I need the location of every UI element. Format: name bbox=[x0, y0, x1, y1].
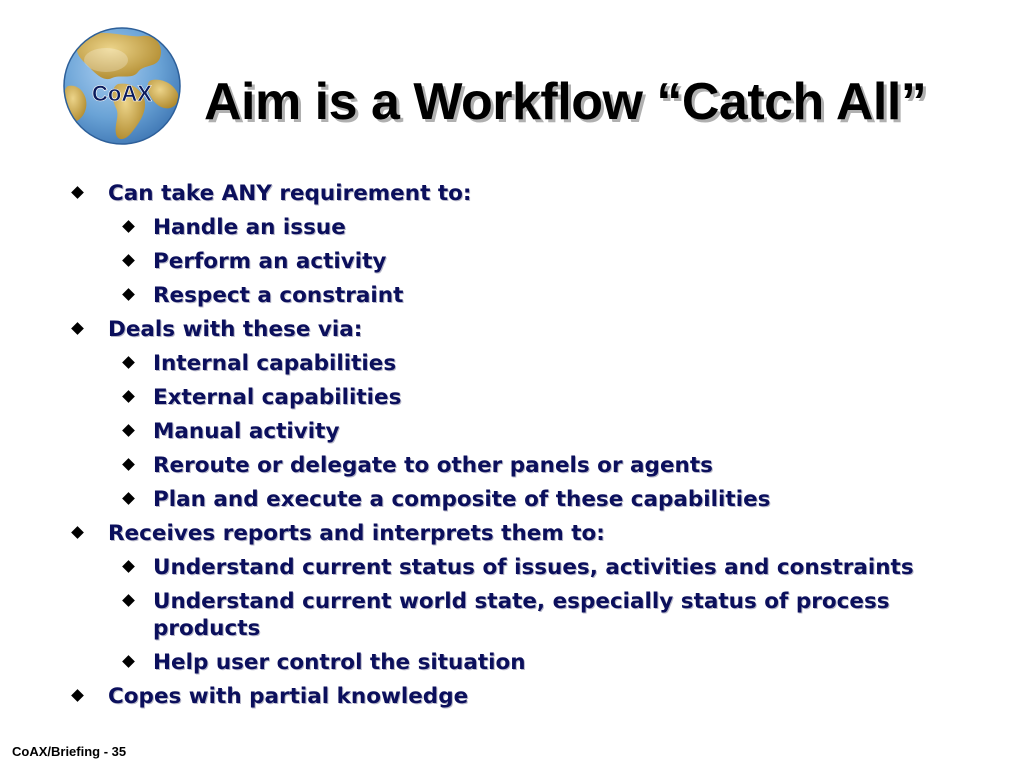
sub-bullet-item bbox=[0, 346, 953, 380]
bullet-item bbox=[0, 176, 1024, 210]
bullet-text: Manual activity bbox=[153, 419, 340, 444]
bullet-text: Understand current status of issues, activities and constraints bbox=[153, 555, 914, 580]
coax-logo bbox=[60, 24, 184, 148]
diamond-bullet-icon bbox=[122, 458, 135, 471]
slide-footer: CoAX/Briefing - 35 bbox=[12, 744, 127, 759]
sub-bullet-item bbox=[0, 210, 953, 244]
bullet-text: Plan and execute a composite of these capabilities bbox=[153, 487, 771, 512]
bullet-text: Copes with partial knowledge bbox=[108, 684, 469, 709]
diamond-bullet-icon bbox=[122, 594, 135, 607]
diamond-bullet-icon bbox=[122, 390, 135, 403]
diamond-bullet-icon bbox=[122, 254, 135, 267]
bullet-item bbox=[0, 312, 1024, 346]
bullet-item bbox=[0, 679, 1024, 713]
logo-text: CoAX bbox=[92, 81, 152, 106]
bullet-text: Handle an issue bbox=[153, 215, 346, 240]
sub-bullet-item bbox=[0, 448, 953, 482]
diamond-bullet-icon bbox=[71, 186, 84, 199]
bullet-text: External capabilities bbox=[153, 385, 402, 410]
sub-bullet-item bbox=[0, 645, 953, 679]
bullet-text: Help user control the situation bbox=[153, 650, 526, 675]
diamond-bullet-icon bbox=[122, 424, 135, 437]
sub-bullet-item bbox=[0, 482, 953, 516]
sub-bullet-item bbox=[0, 584, 953, 645]
bullet-text: Can take ANY requirement to: bbox=[108, 181, 472, 206]
bullet-text: Respect a constraint bbox=[153, 283, 404, 308]
bullet-text: Perform an activity bbox=[153, 249, 387, 274]
diamond-bullet-icon bbox=[122, 288, 135, 301]
bullet-text: Internal capabilities bbox=[153, 351, 397, 376]
diamond-bullet-icon bbox=[122, 492, 135, 505]
bullet-item bbox=[0, 516, 1024, 550]
slide-title: Aim is a Workflow “Catch All” bbox=[204, 73, 927, 131]
bullet-list bbox=[0, 176, 1024, 713]
diamond-bullet-icon bbox=[71, 526, 84, 539]
sub-bullet-item bbox=[0, 414, 953, 448]
diamond-bullet-icon bbox=[122, 356, 135, 369]
sub-bullet-item bbox=[0, 244, 953, 278]
sub-bullet-item bbox=[0, 550, 953, 584]
globe-icon bbox=[60, 24, 184, 148]
diamond-bullet-icon bbox=[71, 689, 84, 702]
sub-bullet-item bbox=[0, 278, 953, 312]
diamond-bullet-icon bbox=[122, 220, 135, 233]
bullet-text: Reroute or delegate to other panels or agents bbox=[153, 453, 713, 478]
sub-bullet-item bbox=[0, 380, 953, 414]
diamond-bullet-icon bbox=[122, 655, 135, 668]
diamond-bullet-icon bbox=[71, 322, 84, 335]
bullet-text: Deals with these via: bbox=[108, 317, 363, 342]
diamond-bullet-icon bbox=[122, 560, 135, 573]
bullet-text: Receives reports and interprets them to: bbox=[108, 521, 605, 546]
bullet-text: Understand current world state, especially status of process products bbox=[153, 589, 890, 641]
